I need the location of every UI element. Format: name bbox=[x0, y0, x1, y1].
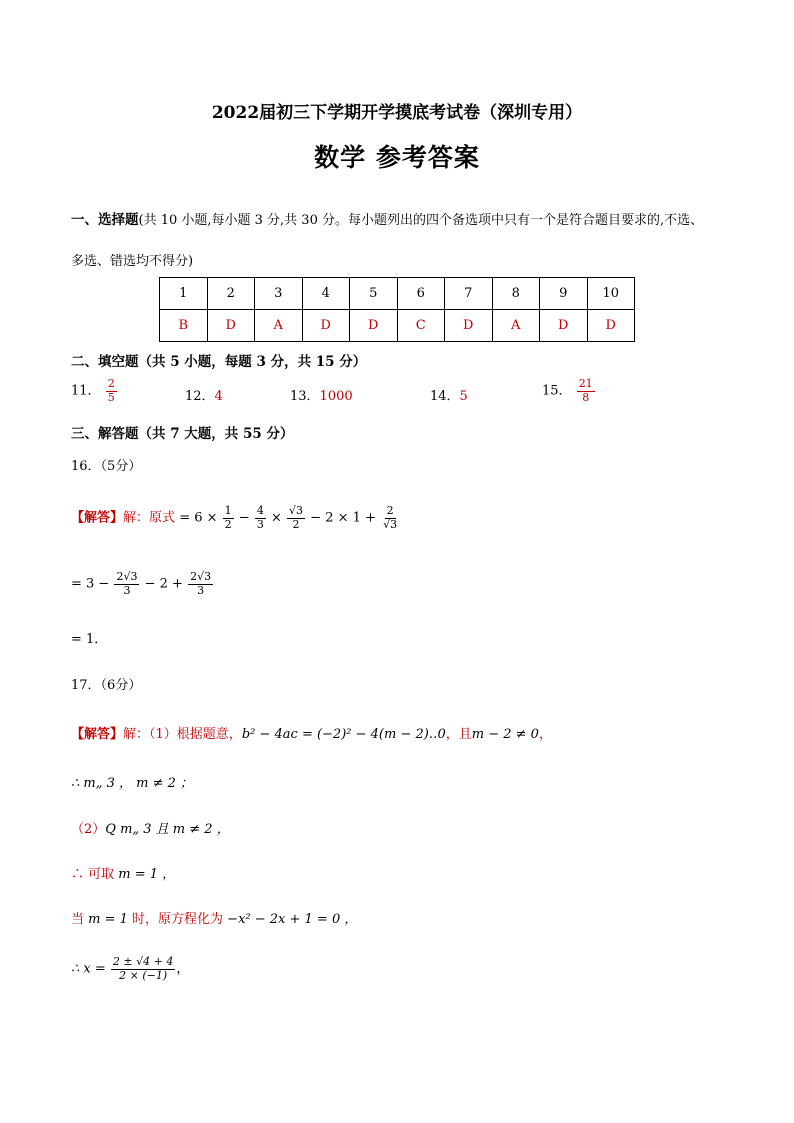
step-text: （1）根据题意， bbox=[149, 727, 242, 742]
step-text: ∴ 可取 bbox=[71, 867, 119, 882]
section2-heading: 二、填空题（共 5 小题，每题 3 分，共 15 分） bbox=[71, 354, 367, 370]
question-number: 10 bbox=[587, 278, 635, 310]
numerator: 2√3 bbox=[116, 570, 138, 583]
answer-cell: D bbox=[302, 310, 350, 342]
answer-cell: D bbox=[540, 310, 588, 342]
punctuation: ， bbox=[176, 961, 190, 977]
question-number: 8 bbox=[492, 278, 540, 310]
question-number: 1 bbox=[160, 278, 208, 310]
fill-label: 15． bbox=[542, 383, 572, 399]
step-text: （2） bbox=[71, 822, 106, 837]
numerator: 2√3 bbox=[190, 570, 212, 583]
question-number: 7 bbox=[445, 278, 493, 310]
fraction bbox=[223, 505, 234, 531]
fill-value: 4 bbox=[214, 389, 223, 404]
answer-cell: D bbox=[350, 310, 398, 342]
q16-line1 bbox=[71, 505, 400, 531]
question-number: 9 bbox=[540, 278, 588, 310]
question-number: 2 bbox=[207, 278, 255, 310]
answer-cell: D bbox=[587, 310, 635, 342]
q17-line3 bbox=[71, 818, 230, 837]
math-condition: m − 2 ≠ 0 bbox=[471, 727, 539, 742]
fraction bbox=[255, 505, 266, 531]
fraction bbox=[381, 505, 399, 531]
denominator: 3 bbox=[256, 517, 264, 531]
math-op: − 2 × 1 + bbox=[310, 510, 376, 526]
numerator: 2 ± √4 + 4 bbox=[112, 955, 174, 968]
fraction bbox=[287, 505, 305, 531]
fill-answer-12 bbox=[185, 385, 223, 404]
question-number: 5 bbox=[350, 278, 398, 310]
answer-cell: B bbox=[160, 310, 208, 342]
question-number: 6 bbox=[397, 278, 445, 310]
q17-label: 17．（6分） bbox=[71, 678, 142, 693]
answer-cell: A bbox=[492, 310, 540, 342]
denominator: 2 × (−1) bbox=[119, 968, 168, 982]
discriminant-expression: b² − 4ac = (−2)² − 4(m − 2)‥0 bbox=[241, 727, 446, 742]
math-op: = 6 × bbox=[179, 510, 218, 526]
denominator: 5 bbox=[107, 390, 115, 404]
math-op: − bbox=[238, 510, 250, 526]
q17-line2: ∴ m„ 3 ， m ≠ 2 ； bbox=[71, 776, 194, 791]
question-number: 3 bbox=[255, 278, 303, 310]
numerator: 1 bbox=[224, 504, 232, 517]
denominator: 2 bbox=[292, 517, 300, 531]
numerator: 2 bbox=[107, 377, 115, 390]
fill-answer-13 bbox=[290, 385, 353, 404]
fraction bbox=[114, 571, 139, 597]
q16-line3: = 1． bbox=[71, 632, 108, 647]
math-expression: m = 1 ， bbox=[118, 867, 176, 882]
answer-cell: D bbox=[445, 310, 493, 342]
fraction bbox=[577, 378, 595, 404]
step-text: ，且 bbox=[445, 727, 472, 742]
q17-line1 bbox=[71, 723, 552, 742]
solution-prefix: 解： bbox=[123, 727, 150, 742]
fraction bbox=[106, 378, 117, 404]
answer-cell: A bbox=[255, 310, 303, 342]
question-number: 4 bbox=[302, 278, 350, 310]
answer-table bbox=[159, 277, 635, 342]
punctuation: ， bbox=[538, 727, 552, 742]
fill-answer-14 bbox=[430, 385, 468, 404]
quadratic-formula-fraction bbox=[111, 956, 175, 982]
section1-desc-line2: 多选、错选均不得分) bbox=[71, 254, 194, 269]
fill-label: 12． bbox=[185, 389, 215, 404]
step-text: 当 bbox=[71, 912, 89, 927]
q16-line2 bbox=[71, 571, 214, 597]
numerator: 21 bbox=[578, 377, 593, 390]
document-subtitle: 数学 参考答案 bbox=[314, 143, 480, 172]
numerator: 2 bbox=[386, 504, 394, 517]
fill-value: 5 bbox=[459, 389, 468, 404]
numerator: 4 bbox=[256, 504, 264, 517]
step-text: 时，原方程化为 bbox=[127, 912, 228, 927]
fill-value: 1000 bbox=[319, 389, 353, 404]
answer-tag: 【解答】 bbox=[71, 510, 124, 526]
section3-heading: 三、解答题（共 7 大题，共 55 分） bbox=[71, 426, 294, 442]
q17-line6 bbox=[71, 956, 189, 982]
fill-label: 11． bbox=[71, 383, 101, 399]
answer-table-answers-row bbox=[160, 310, 635, 342]
answer-cell: D bbox=[207, 310, 255, 342]
section1-intro bbox=[71, 208, 703, 228]
section1-heading: 一、选择题 bbox=[71, 212, 139, 228]
q17-line4 bbox=[71, 863, 175, 882]
section1-desc-line1: (共 10 小题,每小题 3 分,共 30 分。每小题列出的四个备选项中只有一个是符合题目要求的,不选、 bbox=[138, 213, 704, 228]
math-op: × bbox=[270, 510, 282, 526]
math-condition: Q m„ 3 且 m ≠ 2 ， bbox=[105, 822, 230, 837]
numerator: √3 bbox=[289, 504, 304, 517]
fill-answer-11 bbox=[71, 378, 118, 404]
answer-tag: 【解答】 bbox=[71, 727, 124, 742]
answer-cell: C bbox=[397, 310, 445, 342]
exam-title: 2022届初三下学期开学摸底考试卷（深圳专用） bbox=[211, 103, 583, 123]
math-op: ∴ x = bbox=[71, 961, 106, 977]
denominator: 8 bbox=[582, 390, 590, 404]
math-op: = 3 − bbox=[71, 576, 110, 592]
math-op: − 2 + bbox=[144, 576, 183, 592]
expression-text: 原式 bbox=[149, 510, 176, 526]
answer-table-numbers-row bbox=[160, 278, 635, 310]
denominator: √3 bbox=[383, 517, 398, 531]
fill-label: 14． bbox=[430, 389, 460, 404]
solution-prefix: 解： bbox=[123, 510, 150, 526]
q17-line5 bbox=[71, 908, 357, 927]
fill-answer-15 bbox=[542, 378, 596, 404]
fill-label: 13． bbox=[290, 389, 320, 404]
math-expression: m = 1 bbox=[88, 912, 128, 927]
equation: −x² − 2x + 1 = 0 ， bbox=[227, 912, 358, 927]
denominator: 3 bbox=[123, 583, 131, 597]
denominator: 3 bbox=[197, 583, 205, 597]
fraction bbox=[188, 571, 213, 597]
q16-label: 16．（5分） bbox=[71, 459, 142, 474]
denominator: 2 bbox=[224, 517, 232, 531]
